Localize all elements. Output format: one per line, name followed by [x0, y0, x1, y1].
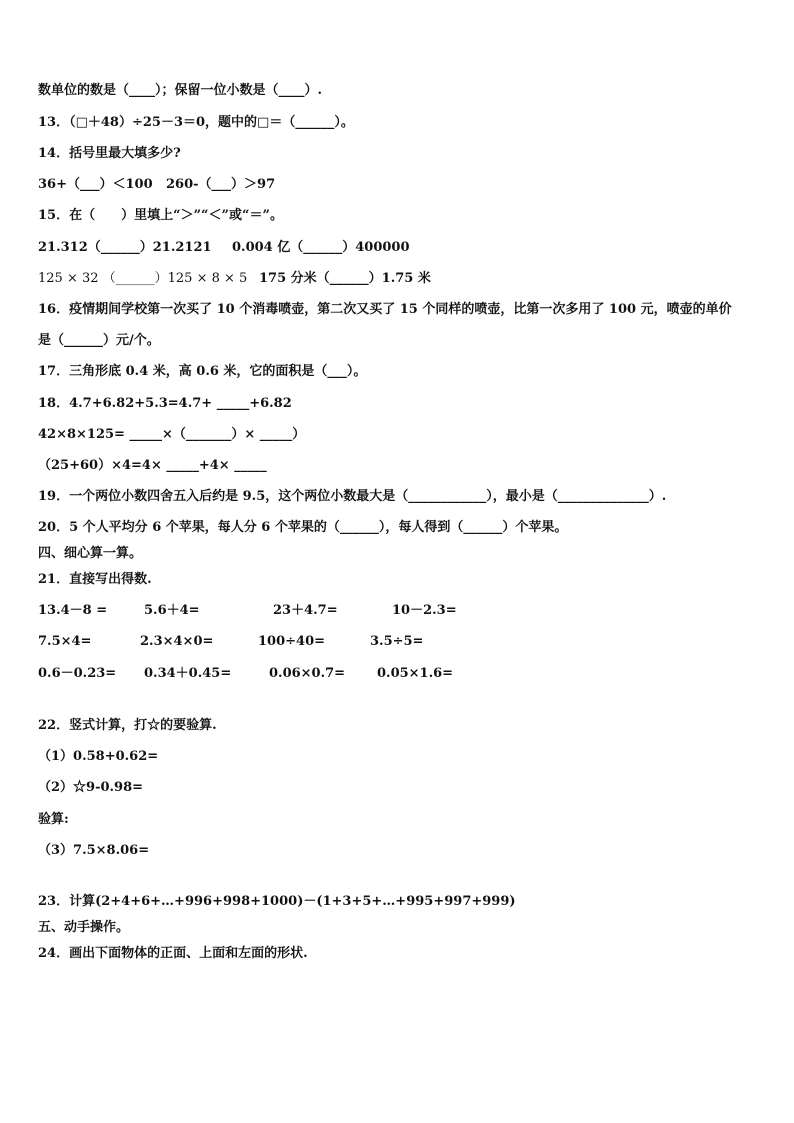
- question-18-b: 42×8×125= _____×（_______）× _____）: [38, 427, 306, 442]
- oral-calc-cell: 23＋4.7=: [273, 603, 338, 618]
- question-13: 13．（□＋48）÷25－3＝0，题中的□＝（______）。: [38, 115, 354, 130]
- question-16-cont: 是（______）元/个。: [38, 333, 160, 348]
- question-22-3: （3）7.5×8.06=: [38, 843, 150, 858]
- section-5-heading: 五、动手操作。: [38, 920, 130, 935]
- oral-calc-cell: 3.5÷5=: [370, 634, 424, 649]
- oral-calc-cell: 2.3×4×0=: [140, 634, 214, 649]
- question-15-compare-c: 125 × 32 （______）125 × 8 × 5: [38, 271, 248, 286]
- question-15: 15．在（ ）里填上“＞”“＜”或“＝”。: [38, 208, 283, 223]
- question-22: 22．竖式计算，打☆的要验算.: [38, 718, 217, 733]
- question-23: 23．计算(2+4+6+…+996+998+1000)－(1+3+5+…+995+997+999): [38, 894, 516, 909]
- question-15-compare-b: 0.004 亿（______）400000: [232, 240, 410, 255]
- section-4-heading: 四、细心算一算。: [38, 546, 143, 561]
- q12-continuation: 数单位的数是（____）；保留一位小数是（____）.: [38, 83, 323, 98]
- question-15-compare-d: 175 分米（______）1.75 米: [259, 271, 431, 286]
- question-22-2: （2）☆9-0.98=: [38, 780, 144, 795]
- oral-calc-cell: 100÷40=: [258, 634, 326, 649]
- oral-calc-cell: 5.6＋4=: [144, 603, 200, 618]
- question-21: 21．直接写出得数.: [38, 572, 152, 587]
- question-14-blank-a: 36+（___）＜100: [38, 177, 153, 192]
- oral-calc-cell: 0.6－0.23=: [38, 666, 117, 681]
- oral-calc-cell: 10－2.3=: [392, 603, 457, 618]
- question-22-1: （1）0.58+0.62=: [38, 749, 159, 764]
- question-18: 18．4.7+6.82+5.3=4.7+ _____+6.82: [38, 396, 292, 411]
- question-19: 19．一个两位小数四舍五入后约是 9.5，这个两位小数最大是（____________），最小是（______________）.: [38, 489, 667, 504]
- question-18-c: （25+60）×4=4× _____+4× _____: [38, 458, 267, 473]
- oral-calc-cell: 7.5×4=: [38, 634, 92, 649]
- oral-calc-cell: 13.4－8 =: [38, 603, 108, 618]
- verify-label: 验算:: [38, 812, 69, 827]
- question-24: 24．画出下面物体的正面、上面和左面的形状.: [38, 946, 308, 961]
- oral-calc-cell: 0.06×0.7=: [269, 666, 346, 681]
- oral-calc-cell: 0.34＋0.45=: [144, 666, 232, 681]
- question-17: 17．三角形底 0.4 米，高 0.6 米，它的面积是（___）。: [38, 364, 367, 379]
- question-15-compare-a: 21.312（______）21.2121: [38, 240, 212, 255]
- oral-calc-cell: 0.05×1.6=: [377, 666, 454, 681]
- question-20: 20．5 个人平均分 6 个苹果，每人分 6 个苹果的（______），每人得到（______）个苹果。: [38, 520, 568, 535]
- question-14: 14．括号里最大填多少?: [38, 146, 181, 161]
- question-16: 16．疫情期间学校第一次买了 10 个消毒喷壶，第二次又买了 15 个同样的喷壶，比第一次多用了 100 元，喷壶的单价: [38, 302, 732, 317]
- question-14-blank-b: 260-（___）＞97: [166, 177, 276, 192]
